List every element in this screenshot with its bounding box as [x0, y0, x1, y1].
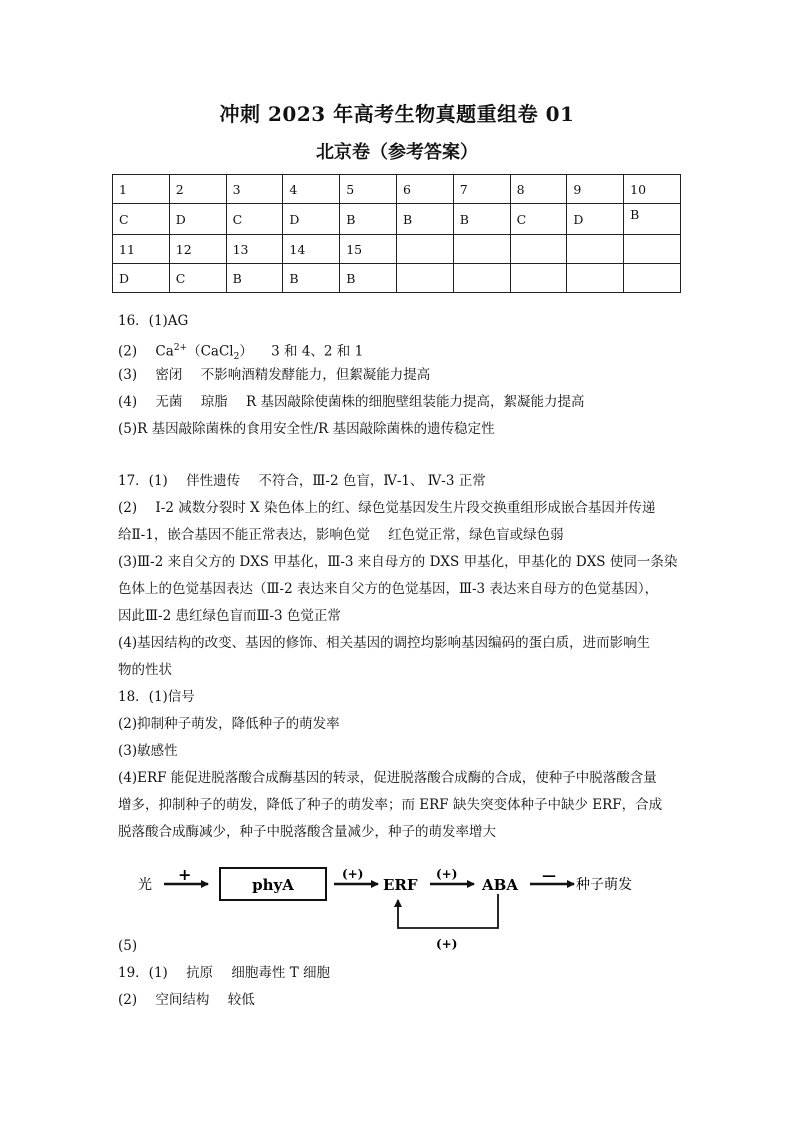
q18-line-5: 增多，抑制种子的萌发，降低了种子的萌发率；而 ERF 缺失突变体种子中缺少 ERF，合成 — [118, 797, 663, 813]
table-cell: 5 — [340, 175, 397, 204]
table-row — [113, 204, 681, 235]
table-cell: D — [567, 204, 624, 235]
q16-line-2: (2) $Ca^{2+}(CaCl_2)$ 3 和 4、2 和 1 — [118, 343, 364, 363]
aba-label: ABA — [482, 876, 518, 894]
table-cell: 3 — [226, 175, 283, 204]
q17-line-8: 物的性状 — [118, 662, 172, 678]
table-cell: B — [624, 204, 681, 235]
table-cell: 12 — [169, 235, 226, 264]
q16-line-3: (3) 密闭 不影响酒精发酵能力，但絮凝能力提高 — [118, 367, 431, 383]
table-cell: 14 — [283, 235, 340, 264]
table-cell: B — [396, 204, 453, 235]
table-cell — [396, 264, 453, 293]
table-cell: C — [169, 264, 226, 293]
table-cell: 6 — [396, 175, 453, 204]
table-cell: D — [113, 264, 170, 293]
table-cell: 4 — [283, 175, 340, 204]
table-cell: 7 — [453, 175, 510, 204]
q18-line-2: (2)抑制种子萌发，降低种子的萌发率 — [118, 716, 340, 732]
feedback-arrow — [398, 894, 498, 928]
q17-line-7: (4)基因结构的改变、基因的修饰、相关基因的调控均影响基因编码的蛋白质，进而影响生 — [118, 635, 651, 651]
table-cell: 2 — [169, 175, 226, 204]
q18-line-7: (5) — [118, 938, 138, 954]
q17-line-2: (2) I-2 减数分裂时 X 染色体上的红、绿色觉基因发生片段交换重组形成嵌合基因并传递 — [118, 500, 656, 516]
table-cell: 9 — [567, 175, 624, 204]
answer-table — [112, 174, 681, 293]
q17-line-3: 给Ⅱ-1，嵌合基因不能正常表达，影响色觉 红色觉正常，绿色盲或绿色弱 — [118, 527, 564, 543]
table-cell: 11 — [113, 235, 170, 264]
table-row — [113, 264, 681, 293]
table-cell: 13 — [226, 235, 283, 264]
pathway-diagram — [130, 858, 650, 954]
table-cell: C — [226, 204, 283, 235]
table-cell — [624, 264, 681, 293]
table-cell: B — [226, 264, 283, 293]
table-row — [113, 235, 681, 264]
plus-sign-feedback: (+) — [436, 937, 458, 951]
table-cell — [453, 264, 510, 293]
table-cell: 15 — [340, 235, 397, 264]
q19-line-1: 19．(1) 抗原 细胞毒性 T 细胞 — [118, 965, 330, 981]
q16-line-5: (5)R 基因敲除菌株的食用安全性/R 基因敲除菌株的遗传稳定性 — [118, 421, 495, 437]
table-cell: B — [340, 204, 397, 235]
page-title: 冲刺 2023 年高考生物真题重组卷 01 — [219, 102, 575, 126]
table-row — [113, 175, 681, 204]
page-subtitle: 北京卷（参考答案） — [316, 142, 478, 163]
plus-sign-2: (+) — [342, 867, 364, 881]
table-cell: D — [283, 204, 340, 235]
table-cell: 1 — [113, 175, 170, 204]
q17-line-5: 色体上的色觉基因表达（Ⅲ-2 表达来自父方的色觉基因，Ⅲ-3 表达来自母方的色觉基因）， — [118, 581, 659, 597]
q16-line-1: 16．(1)AG — [118, 313, 189, 329]
table-cell — [510, 235, 567, 264]
plus-sign-1: + — [178, 865, 192, 884]
q18-line-3: (3)敏感性 — [118, 743, 178, 759]
light-label: 光 — [138, 877, 152, 893]
table-cell: 10 — [624, 175, 681, 204]
table-cell — [567, 264, 624, 293]
table-cell: B — [453, 204, 510, 235]
q17-line-1: 17．(1) 伴性遗传 不符合，Ⅲ-2 色盲，Ⅳ-1、 Ⅳ-3 正常 — [118, 473, 486, 489]
q17-line-6: 因此Ⅲ-2 患红绿色盲而Ⅲ-3 色觉正常 — [118, 608, 341, 624]
q19-line-2: (2) 空间结构 较低 — [118, 992, 255, 1008]
table-cell: B — [340, 264, 397, 293]
minus-sign: — — [542, 868, 556, 884]
plus-sign-3: (+) — [436, 867, 458, 881]
germination-label: 种子萌发 — [576, 877, 632, 893]
table-cell: 8 — [510, 175, 567, 204]
table-cell — [510, 264, 567, 293]
q18-line-4: (4)ERF 能促进脱落酸合成酶基因的转录，促进脱落酸合成酶的合成，使种子中脱落酸含量 — [118, 770, 657, 786]
table-cell: B — [283, 264, 340, 293]
table-cell: C — [510, 204, 567, 235]
q18-line-6: 脱落酸合成酶减少，种子中脱落酸含量减少，种子的萌发率增大 — [118, 824, 496, 840]
erf-label: ERF — [383, 876, 418, 894]
table-cell: D — [169, 204, 226, 235]
table-cell — [567, 235, 624, 264]
phya-label: phyA — [252, 876, 294, 894]
table-cell: C — [113, 204, 170, 235]
table-cell — [453, 235, 510, 264]
table-cell — [396, 235, 453, 264]
q17-line-4: (3)Ⅲ-2 来自父方的 DXS 甲基化，Ⅲ-3 来自母方的 DXS 甲基化，甲基化的 DXS 使同一条染 — [118, 554, 678, 570]
q18-line-1: 18．(1)信号 — [118, 689, 195, 705]
table-cell — [624, 235, 681, 264]
q16-line-4: (4) 无菌 琼脂 R 基因敲除使菌株的细胞壁组装能力提高，絮凝能力提高 — [118, 394, 585, 410]
